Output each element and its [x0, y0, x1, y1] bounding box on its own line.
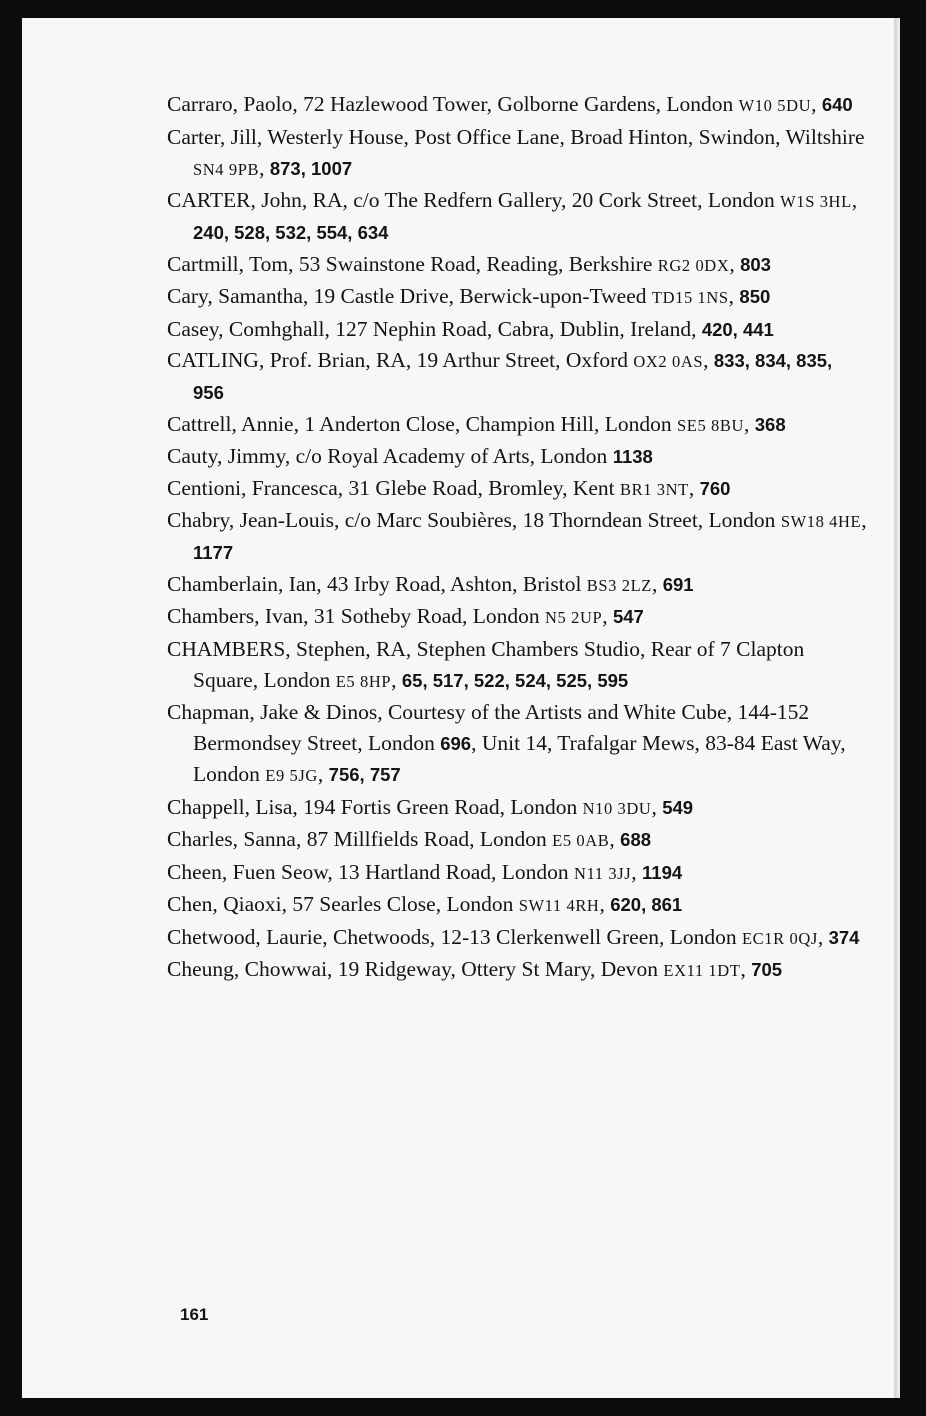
list-item: Cary, Samantha, 19 Castle Drive, Berwick-upon-Tweed TD15 1NS, 850	[167, 284, 771, 308]
list-item: Charles, Sanna, 87 Millfields Road, London E5 0AB, 688	[167, 827, 652, 851]
list-item: Chetwood, Laurie, Chetwoods, 12-13 Clerkenwell Green, London EC1R 0QJ, 374	[167, 924, 860, 949]
list-item: Chamberlain, Ian, 43 Irby Road, Ashton, Bristol BS3 2LZ, 691	[167, 571, 694, 596]
list-item: Chappell, Lisa, 194 Fortis Green Road, London N10 3DU, 549	[167, 794, 694, 819]
list-item: Centioni, Francesca, 31 Glebe Road, Bromley, Kent BR1 3NT, 760	[167, 475, 731, 500]
list-item: Chen, Qiaoxi, 57 Searles Close, London SW11 4RH, 620, 861	[167, 892, 683, 916]
list-item: Cheen, Fuen Seow, 13 Hartland Road, London N11 3JJ, 1194	[167, 859, 683, 884]
list-item: CATLING, Prof. Brian, RA, 19 Arthur Street, Oxford OX2 0AS, 833, 834, 835, 956	[167, 348, 833, 403]
book-page	[22, 18, 894, 1398]
list-item: Cartmill, Tom, 53 Swainstone Road, Reading, Berkshire RG2 0DX, 803	[167, 251, 771, 276]
page-number: 161	[180, 1305, 209, 1324]
list-item: Carraro, Paolo, 72 Hazlewood Tower, Golborne Gardens, London W10 5DU, 640	[167, 92, 853, 116]
list-item: Cauty, Jimmy, c/o Royal Academy of Arts, London 1138	[167, 444, 653, 468]
list-item: Chapman, Jake & Dinos, Courtesy of the Artists and White Cube, 144-152 Bermondsey Street, London 696, Unit 14, Trafalgar Mews, 83-84 East Way, London E9 5JG, 756, 757	[167, 700, 846, 786]
list-item: CARTER, John, RA, c/o The Redfern Gallery, 20 Cork Street, London W1S 3HL, 240, 528, 532, 554, 634	[167, 188, 858, 243]
list-item: Cheung, Chowwai, 19 Ridgeway, Ottery St Mary, Devon EX11 1DT, 705	[167, 957, 783, 981]
artist-index-list	[167, 89, 867, 987]
list-item: Cattrell, Annie, 1 Anderton Close, Champion Hill, London SE5 8BU, 368	[167, 411, 786, 436]
list-item: Chambers, Ivan, 31 Sotheby Road, London N5 2UP, 547	[167, 604, 644, 628]
list-item: Casey, Comhghall, 127 Nephin Road, Cabra, Dublin, Ireland, 420, 441	[167, 316, 774, 341]
list-item: Chabry, Jean-Louis, c/o Marc Soubières, 18 Thorndean Street, London SW18 4HE, 1177	[167, 508, 867, 563]
list-item: Carter, Jill, Westerly House, Post Office Lane, Broad Hinton, Swindon, Wiltshire SN4 9PB, 873, 1007	[167, 124, 865, 180]
list-item: CHAMBERS, Stephen, RA, Stephen Chambers Studio, Rear of 7 Clapton Square, London E5 8HP, 65, 517, 522, 524, 525, 595	[167, 636, 805, 692]
